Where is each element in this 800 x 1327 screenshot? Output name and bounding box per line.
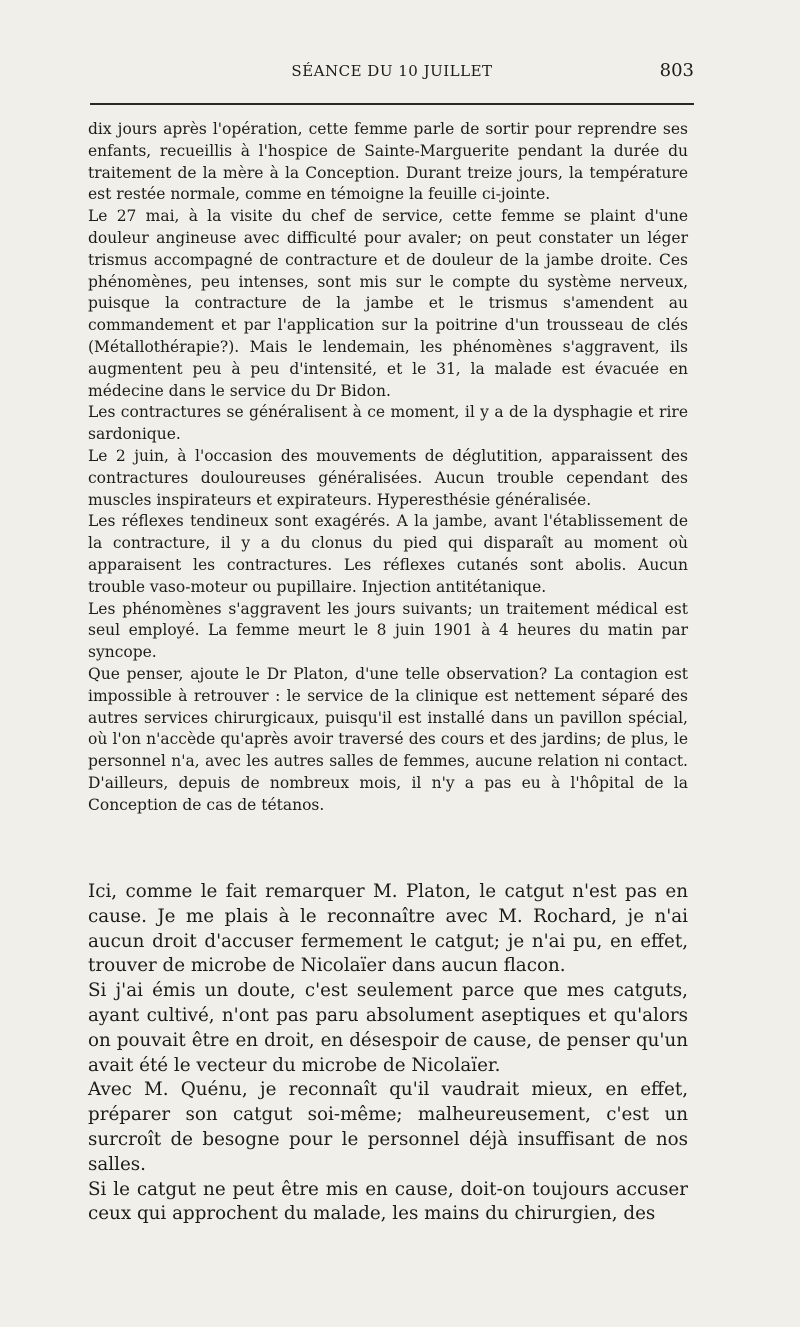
running-title: SÉANCE DU 10 JUILLET bbox=[291, 62, 493, 80]
paragraph: Ici, comme le fait remarquer M. Platon, le catgut n'est pas en cause. Je me plais à le reconnaître avec M. Rochard, je n'ai aucun droit d'accuser fermement le catgut; je n'ai pu, en effet, trouver de microbe de Nicolaïer dans aucun flacon. bbox=[88, 881, 688, 977]
paragraph: dix jours après l'opération, cette femme parle de sortir pour reprendre ses enfants, recueillis à l'hospice de Sainte-Marguerite pendant la durée du traitement de la mère à la Conception. Durant treize jours, la température est restée normale, comme en témoigne la feuille ci-jointe. bbox=[88, 120, 688, 204]
paragraph: Si j'ai émis un doute, c'est seulement parce que mes catguts, ayant cultivé, n'ont pas paru absolument aseptiques et qu'alors on pouvait être en droit, en désespoir de cause, de penser qu'un avait été le vecteur du microbe de Nicolaïer. bbox=[88, 980, 688, 1076]
page-number: 803 bbox=[659, 60, 694, 81]
paragraph: Avec M. Quénu, je reconnaît qu'il vaudrait mieux, en effet, préparer son catgut soi-même; malheureusement, c'est un surcroît de besogne pour le personnel déjà insuffisant de nos salles. bbox=[88, 1079, 688, 1175]
paragraph: Le 27 mai, à la visite du chef de service, cette femme se plaint d'une douleur angineuse avec difficulté pour avaler; on peut constater un léger trismus accompagné de contracture et de douleur de la jambe droite. Ces phénomènes, peu intenses, sont mis sur le compte du système nerveux, puisque la contracture de la jambe et le trismus s'amendent au commandement et par l'application sur la poitrine d'un trousseau de clés (Métallothérapie?). Mais le lendemain, les phénomènes s'aggravent, ils augmentent peu à peu d'intensité, et le 31, la malade est évacuée en médecine dans le service du Dr Bidon. bbox=[88, 207, 688, 400]
paragraph: Que penser, ajoute le Dr Platon, d'une telle observation? La contagion est impossible à retrouver : le service de la clinique est nettement séparé des autres services chirurgicaux, puisqu'il est installé dans un pavillon spécial, où l'on n'accède qu'après avoir traversé des cours et des jardins; de plus, le personnel n'a, avec les autres salles de femmes, aucune relation ni contact. D'ailleurs, depuis de nombreux mois, il n'y a pas eu à l'hôpital de la Conception de cas de tétanos. bbox=[88, 664, 688, 814]
paragraph: Le 2 juin, à l'occasion des mouvements de déglutition, apparaissent des contractures douloureuses généralisées. Aucun trouble cependant des muscles inspirateurs et expirateurs. Hyperesthésie généralisée. bbox=[88, 446, 688, 509]
paragraph: Les réflexes tendineux sont exagérés. A la jambe, avant l'établissement de la contracture, il y a du clonus du pied qui disparaît au moment où apparaisent les contractures. Les réflexes cutanés sont abolis. Aucun trouble vaso-moteur ou pupillaire. Injection antitétanique. bbox=[88, 512, 688, 596]
paragraph: Les phénomènes s'aggravent les jours suivants; un traitement médical est seul employé. La femme meurt le 8 juin 1901 à 4 heures du matin par syncope. bbox=[88, 599, 688, 662]
observation-text bbox=[88, 119, 688, 817]
running-head bbox=[90, 60, 694, 90]
header-rule bbox=[90, 103, 694, 105]
discussion-text bbox=[88, 880, 688, 1227]
paragraph: Les contractures se généralisent à ce moment, il y a de la dysphagie et rire sardonique. bbox=[88, 403, 688, 444]
paragraph: Si le catgut ne peut être mis en cause, doit-on toujours accuser ceux qui approchent du malade, les mains du chirurgien, des bbox=[88, 1178, 688, 1225]
